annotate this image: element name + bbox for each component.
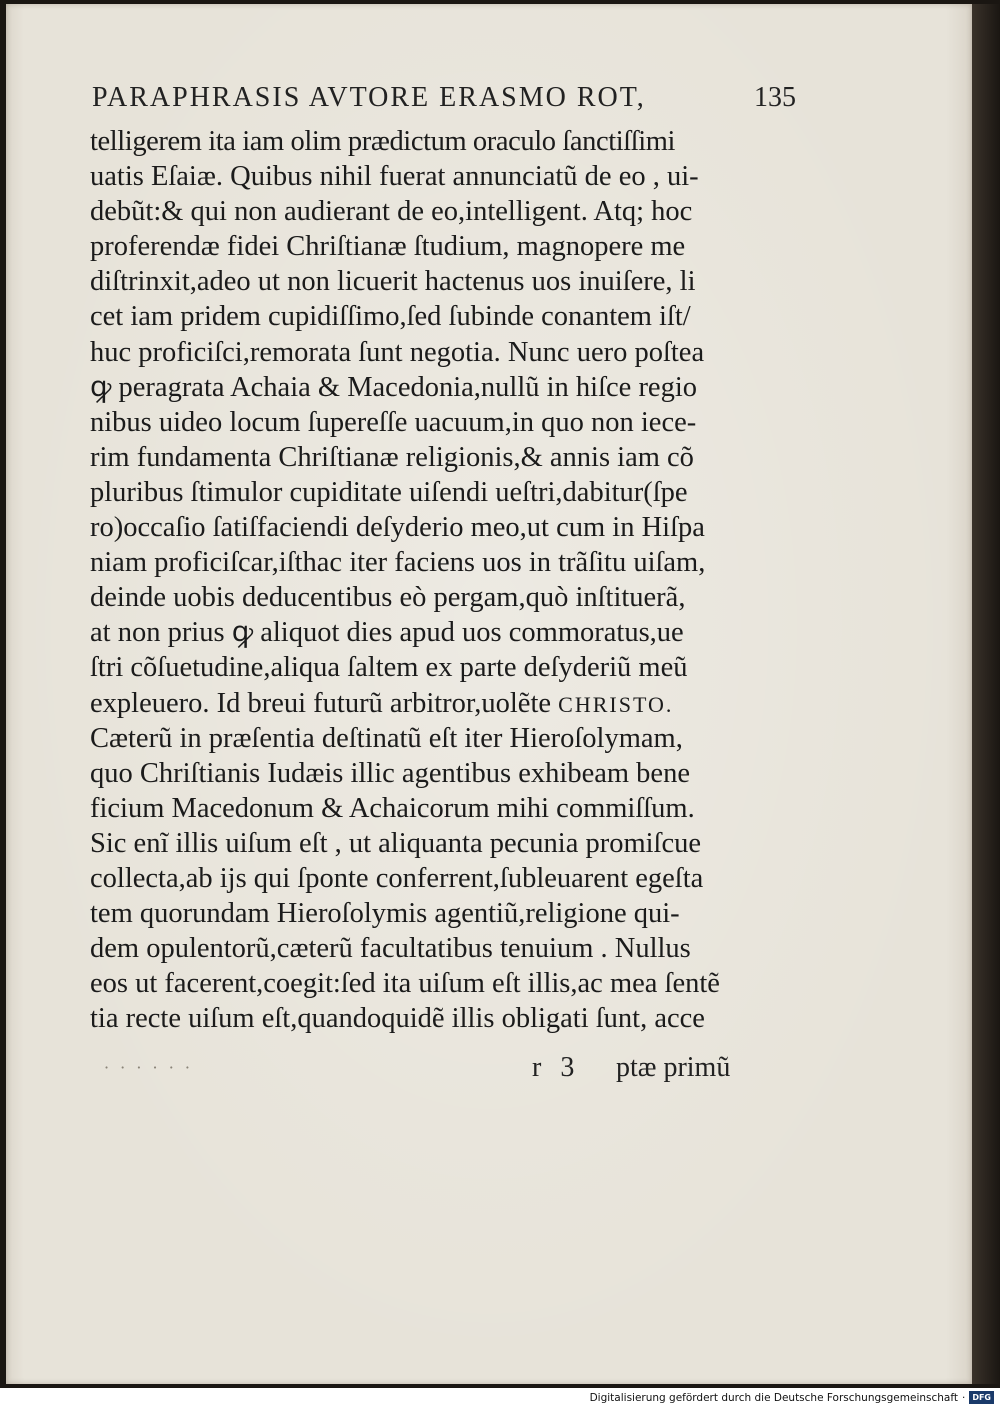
text-line: niam proficiſcar,iſthac iter faciens uos in trãſitu uiſam,: [90, 547, 706, 579]
folio-number: 135: [754, 82, 796, 113]
text-line: Sic enĩ illis uiſum eſt , ut aliquanta pecunia promiſcue: [90, 827, 702, 859]
credit-separator: ·: [961, 1391, 966, 1404]
text-line: eos ut facerent,coegit:ſed ita uiſum eſt illis,ac mea ſentẽ: [90, 968, 720, 1000]
signature-mark: r 3: [532, 1052, 575, 1083]
digitization-credit: [590, 1391, 994, 1404]
text-line: at non prius ꝙ aliquot dies apud uos commoratus,ue: [90, 617, 684, 649]
text-line: ſtri cõſuetudine,aliqua ſaltem ex parte deſyderiũ meũ: [90, 652, 688, 684]
text-line: Cæterũ in præſentia deſtinatũ eſt iter Hieroſolymam,: [90, 722, 683, 754]
text-line: pluribus ſtimulor cupiditate uiſendi ueſtri,dabitur(ſpe: [90, 476, 688, 508]
text-line: rim fundamenta Chriſtianæ religionis,& annis iam cõ: [90, 441, 694, 473]
text-line: [90, 686, 770, 721]
text-line: tem quorundam Hieroſolymis agentiũ,religione qui-: [90, 898, 680, 930]
faded-ink-mark: · · · · · ·: [104, 1058, 193, 1077]
text-line: uatis Eſaiæ. Quibus nihil fuerat annunciatũ de eo , ui-: [90, 161, 699, 193]
text-line: huc proficiſci,remorata ſunt negotia. Nunc uero poſtea: [90, 336, 705, 368]
text-line: dem opulentorũ,cæterũ facultatibus tenuium . Nullus: [90, 933, 691, 965]
credit-text: Digitalisierung gefördert durch die Deutsche Forschungsgemeinschaft: [589, 1391, 958, 1404]
page-edge: [972, 4, 1000, 1384]
running-head: PARAPHRASIS AVTORE ERASMO ROT,: [92, 82, 646, 113]
text-line: cet iam pridem cupidiſſimo,ſed ſubinde conantem iſt/: [90, 301, 691, 333]
dfg-logo: DFG: [969, 1391, 994, 1404]
catchword: ptæ primũ: [616, 1052, 731, 1083]
text-line: debũt:& qui non audierant de eo,intelligent. Atq; hoc: [90, 196, 693, 228]
text-line: nibus uideo locum ſupereſſe uacuum,in quo non iece-: [90, 406, 697, 438]
text-line: collecta,ab ijs qui ſponte conferrent,ſubleuarent egeſta: [90, 862, 704, 894]
text-line: ro)occaſio ſatiſfaciendi deſyderio meo,ut cum in Hiſpa: [90, 512, 705, 544]
text-block: [90, 124, 770, 1036]
text-line: ficium Macedonum & Achaicorum mihi commiſſum.: [90, 792, 695, 824]
text-line: quo Chriſtianis Iudæis illic agentibus exhibeam bene: [90, 757, 690, 789]
text-line-main: expleuero. Id breui futurũ arbitror,uolẽte: [90, 687, 559, 719]
text-line: telligerem ita iam olim prædictum oraculo ſanctiſſimi: [90, 126, 676, 157]
text-line: proferendæ fidei Chriſtianæ ſtudium, magnopere me: [90, 231, 686, 263]
small-caps-christo: CHRISTO.: [558, 691, 674, 717]
text-line: tia recte uiſum eſt,quandoquidẽ illis obligati ſunt, acce: [90, 1003, 705, 1035]
text-line: diſtrinxit,adeo ut non licuerit hactenus uos inuiſere, li: [90, 266, 696, 298]
text-line: deinde uobis deducentibus eò pergam,quò inſtituerã,: [90, 582, 686, 614]
text-line: ꝙ peragrata Achaia & Macedonia,nullũ in hiſce regio: [90, 371, 698, 403]
